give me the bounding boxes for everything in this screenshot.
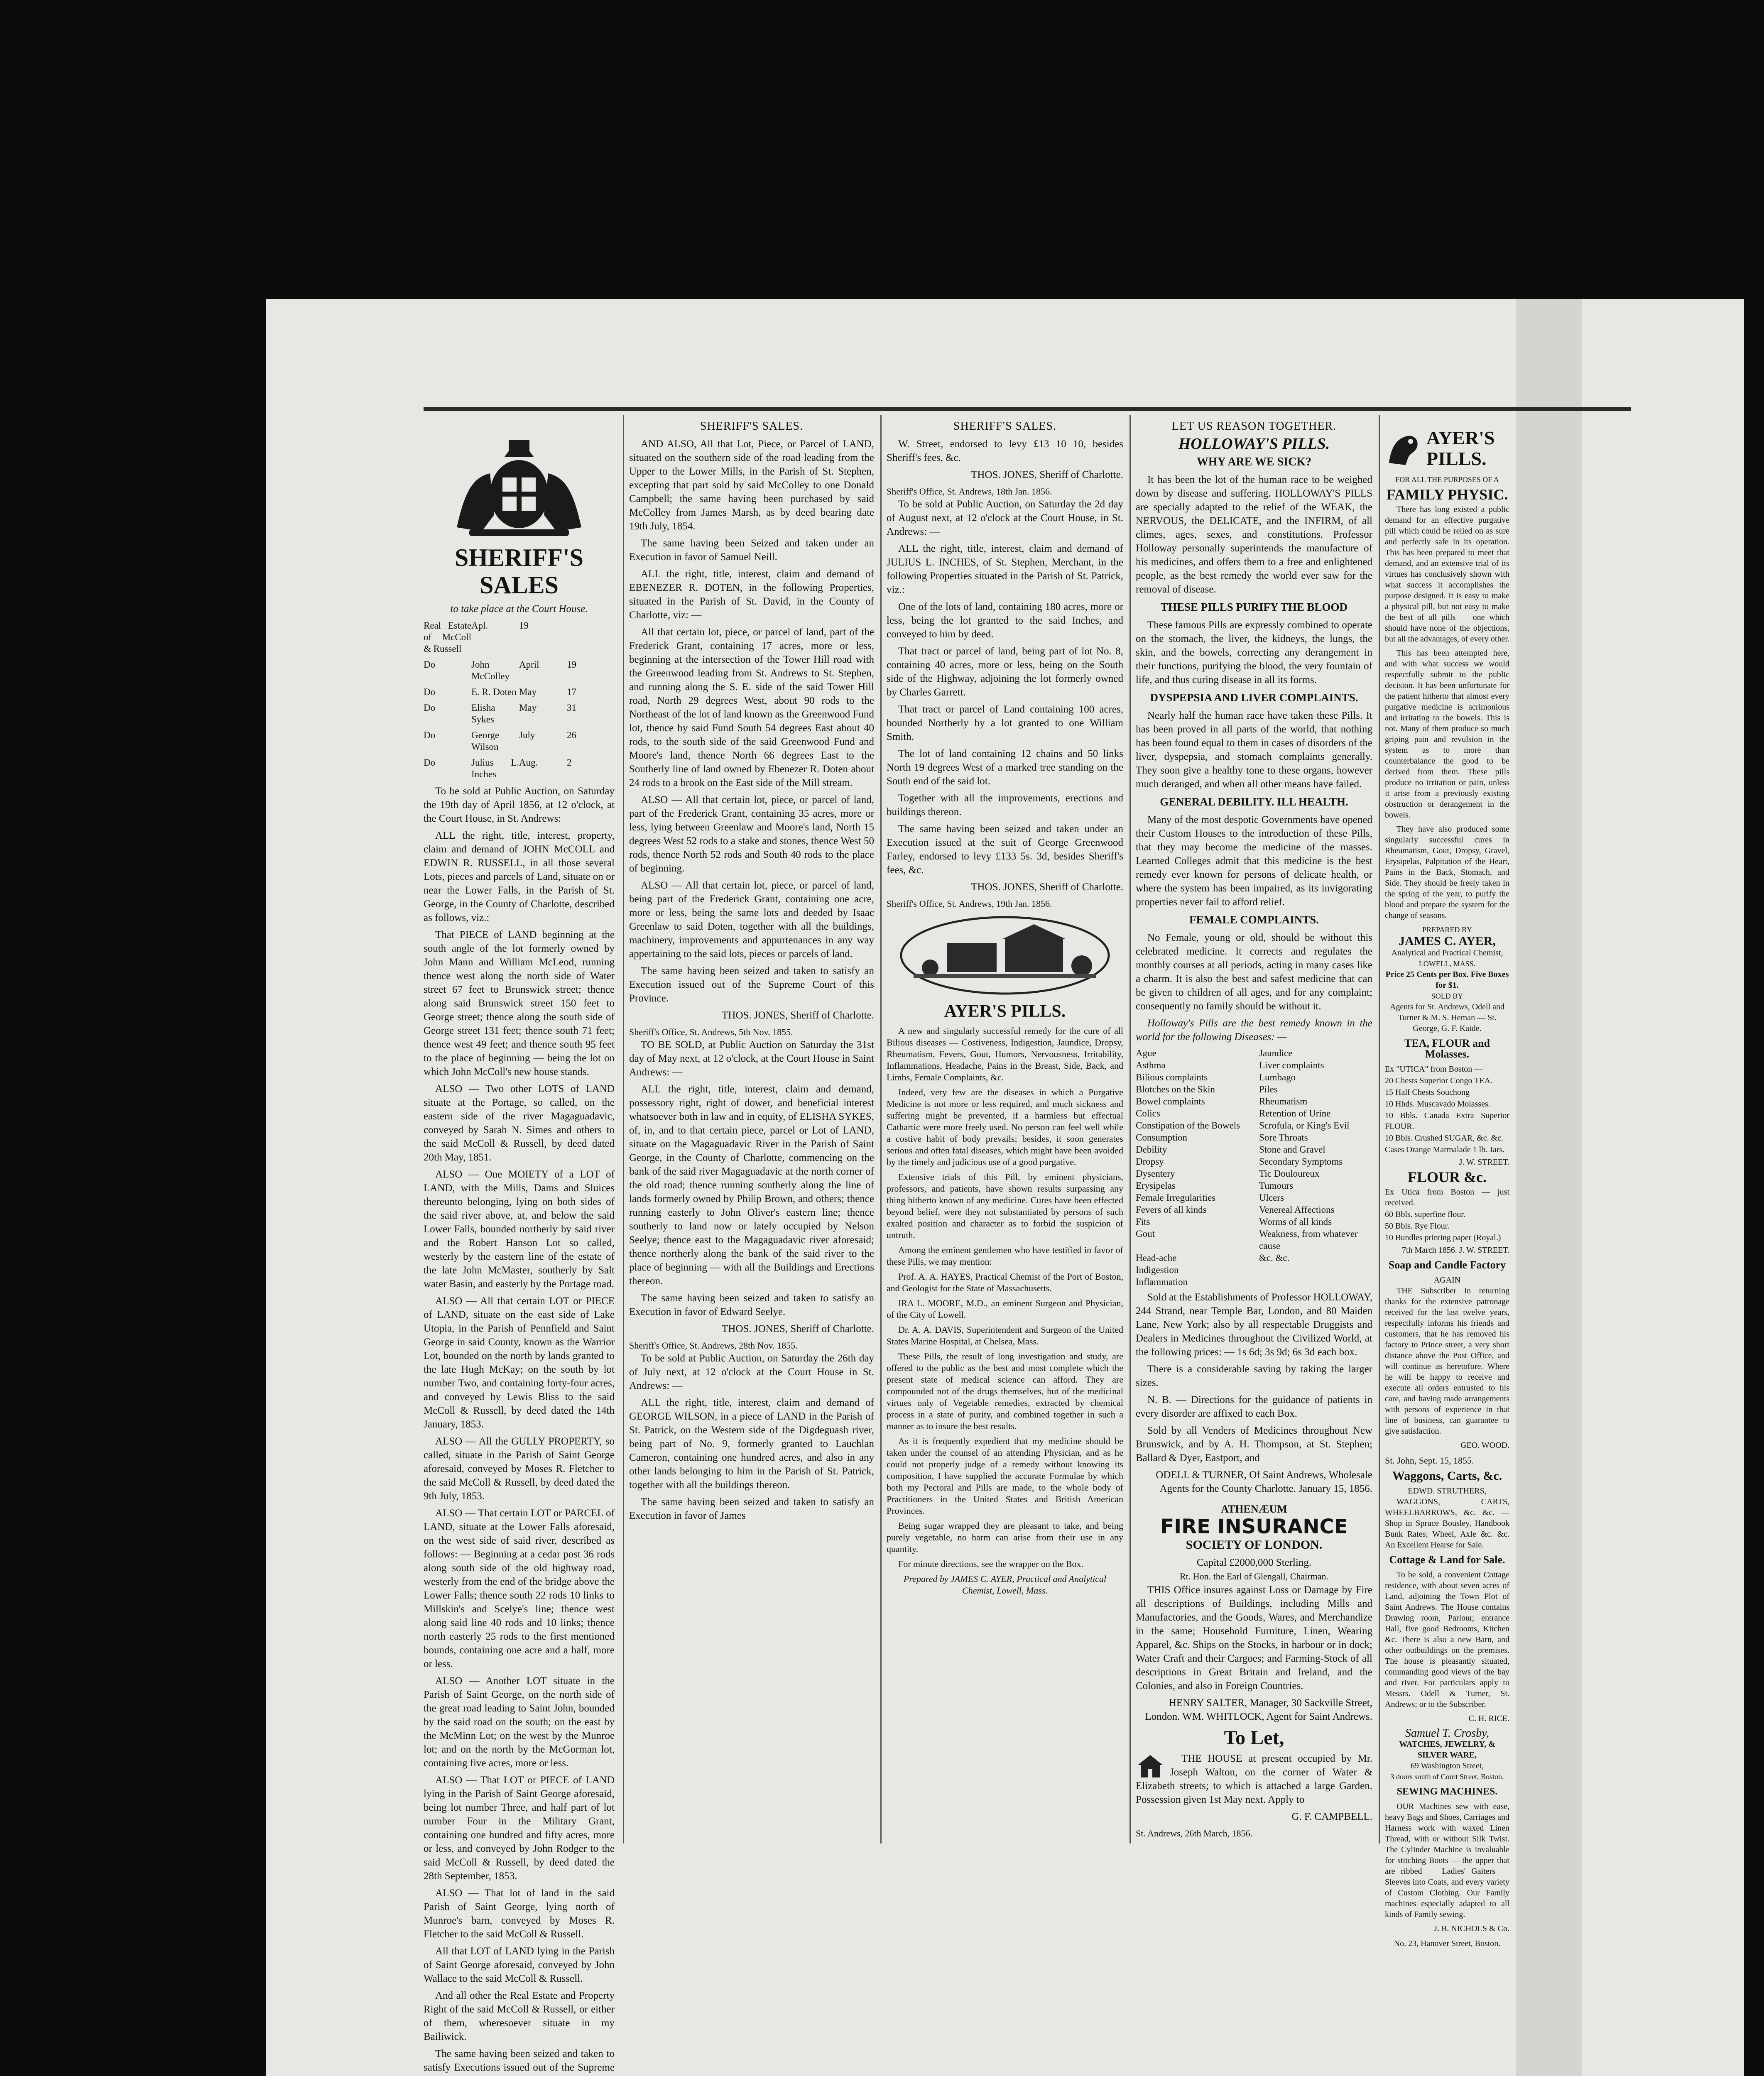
schedule-cell: 2	[567, 757, 572, 768]
disease-item: Weakness, from whatever cause	[1259, 1229, 1358, 1251]
notice-paragraph: The same having been seized and taken to satisfy an Execution in favor of James	[629, 1496, 874, 1521]
notice-paragraph: All that LOT of LAND lying in the Parish of Saint George aforesaid, conveyed by John Wallace to the said McColl & Russell.	[424, 1946, 615, 1984]
sale-notice-street	[887, 437, 1123, 465]
notice-paragraph: ALSO — All the GULLY PROPERTY, so called, situate in the Parish of Saint George aforesaid, conveyed by Moses R. Fletcher to the said McColl & Russell, by deed dated the 9th July, 1853.	[424, 1436, 615, 1502]
prepared-by: PREPARED BY	[1422, 925, 1472, 934]
column-header: LET US REASON TOGETHER.	[1171, 420, 1337, 433]
disease-item	[1259, 1276, 1372, 1288]
schedule-cell: George Wilson	[471, 730, 500, 752]
ayers-copy-3: They have also produced some singularly successful cures in Rheumatism, Gout, Dropsy, Gravel, Erysipelas, Palpitation of the Heart, Pains in the Back, Stomach, and Side. They should be freely taken in the spring of the year, to purify the blood and prepare the system for the change of seasons.	[1385, 825, 1509, 920]
female-complaints-heading: FEMALE COMPLAINTS.	[1189, 913, 1319, 926]
notice-paragraph: The same having been seized and taken to satisfy an Execution issued out of the Supreme Court of this Province.	[629, 965, 874, 1004]
disease-item: Rheumatism	[1259, 1096, 1308, 1107]
notice-paragraph: ALL the right, title, interest, property, claim and demand of JOHN McCOLL and EDWIN R. RUSSELL, in all those several Lots, pieces and parcels of Land, situate on or near the Lower Falls, in the Parish of St. George, in the County of Charlotte, described as follows, viz.:	[424, 830, 615, 923]
disease-item: Fits	[1136, 1217, 1150, 1227]
disease-item: Jaundice	[1259, 1048, 1293, 1058]
disease-item: Fevers of all kinds	[1136, 1204, 1207, 1215]
ayers-paragraph: Dr. A. A. DAVIS, Superintendent and Surgeon of the United States Marine Hospital, at Chelsea, Mass.	[887, 1324, 1123, 1346]
pills-wordmark: PILLS.	[1426, 448, 1487, 469]
diseases-list	[1136, 1047, 1372, 1288]
ayers-wordmark: AYER'S	[1426, 427, 1495, 448]
disease-item	[1259, 1264, 1372, 1276]
why-sick-heading: WHY ARE WE SICK?	[1196, 455, 1312, 468]
disease-item: Blotches on the Skin	[1136, 1084, 1215, 1094]
sold-by: SOLD BY	[1431, 992, 1463, 1000]
disease-item: Worms of all kinds	[1259, 1217, 1332, 1227]
column-rule	[1129, 415, 1131, 1843]
notice-paragraph: ALSO — Another LOT situate in the Parish of Saint George, on the north side of the great road leading to Saint John, bounded by the said road on the south; on the east by the McMinn Lot; on the west by the Munroe lot; and on the north by the McGorman lot, containing five acres, more or less.	[424, 1675, 615, 1769]
schedule-cell: John McColley	[471, 659, 510, 681]
disease-item: Colics	[1136, 1108, 1160, 1119]
column-ayers-and-ads	[1385, 419, 1509, 1948]
tea-list-item: Cases Orange Marmalade 1 lb. Jars.	[1385, 1145, 1505, 1154]
tea-flour-heading: TEA, FLOUR and Molasses.	[1404, 1037, 1490, 1060]
james-c-ayer: JAMES C. AYER,	[1399, 934, 1496, 948]
waggons-copy: WAGGONS, CARTS, WHEELBARROWS, &c. &c. — Shop in Spruce Bousley, Handbook Bunk Rates; Wheel, Axle &c. &c. An Excellent Hearse for Sale.	[1385, 1497, 1509, 1550]
notice-paragraph: W. Street, endorsed to levy £13 10 10, besides Sheriff's fees, &c.	[887, 438, 1123, 463]
column-rule	[623, 415, 624, 1843]
ayers-pills-copy	[887, 1025, 1123, 1570]
notice-date: Sheriff's Office, St. Andrews, 28th Nov. 1855.	[629, 1340, 798, 1351]
schedule-cell: E. R. Doten	[471, 687, 517, 697]
notice-paragraph: ALSO — That LOT or PIECE of LAND lying in the Parish of Saint George aforesaid, being lot number Three, and half part of lot number Four in the Military Grant, containing one hundred and fifty acres, more or less, and conveyed by John Rodger to the said McColl & Russell, by deed dated the 28th September, 1853.	[424, 1775, 615, 1882]
schedule-cell: July	[519, 730, 535, 740]
notice-paragraph: TO BE SOLD, at Public Auction on Saturday the 31st day of May next, at 12 o'clock, at the Court House in Saint Andrews: —	[629, 1039, 874, 1078]
sale-notice-mccoll	[424, 784, 615, 2076]
wood-date: St. John, Sept. 15, 1855.	[1385, 1455, 1474, 1466]
holloway-debility-copy: Many of the most despotic Governments have opened their Custom Houses to the introduction of these Pills, that they may become the medicine of the masses. Learned Colleges admit that this medicine is the best remedy ever known for persons of delicate health, or where the system has been impaired, as its invigorating properties never fail to afford relief.	[1136, 814, 1372, 908]
schedule-row	[424, 620, 615, 655]
sewing-copy: OUR Machines sew with ease, heavy Bags and Shoes, Carriages and Harness work with waxed Linen Thread, with or without Silk Twist. The Cylinder Machine is invaluable for stitching Boots — the upper that are ribbed — Ladies' Gaiters — Sleeves into Coats, and every variety of Custom Clothing. Our Family machines especially adapted to all kinds of Family sewing.	[1385, 1802, 1509, 1919]
notice-paragraph: ALSO — That lot of land in the said Parish of Saint George, lying north of Munroe's barn, conveyed by Moses R. Fletcher to the said McColl & Russell.	[424, 1887, 615, 1940]
ayers-paragraph: For minute directions, see the wrapper on the Box.	[898, 1559, 1084, 1569]
notice-paragraph: And all other the Real Estate and Property Right of the said McColl & Russell, or either of them, wheresoever situate in my Bailiwick.	[424, 1990, 615, 2042]
disease-item: Retention of Urine	[1259, 1108, 1331, 1119]
soap-candle-heading: Soap and Candle Factory	[1388, 1259, 1506, 1271]
column-holloway	[1136, 419, 1372, 1843]
disease-item: Consumption	[1136, 1132, 1187, 1143]
holloways-pills-title: HOLLOWAY'S PILLS.	[1178, 435, 1330, 453]
ayers-paragraph: As it is frequently expedient that my medicine should be taken under the counsel of an attending Physician, and as he could not properly judge of a remedy without knowing its composition, I have supplied the accurate Formulae by which both my Pectoral and Pills are made, to the whole body of Practitioners in the United States and British American Provinces.	[887, 1436, 1123, 1516]
rice-signature: C. H. RICE.	[1468, 1714, 1509, 1723]
society-of-london: SOCIETY OF LONDON.	[1186, 1538, 1323, 1552]
capital-line: Capital £2000,000 Sterling.	[1196, 1557, 1312, 1568]
holloway-intro: It has been the lot of the human race to be weighed down by disease and suffering. HOLLOWAY'S PILLS are specially adapted to the relief of the WEAK, the NERVOUS, the DELICATE, and the INFIRM, of all climes, ages, sexes, and constitutions. Professor Holloway personally superintends the manufacture of his medicines, and offers them to a free and enlightened people, as the best remedy the world ever saw for the removal of disease.	[1136, 474, 1372, 595]
schedule-row	[424, 686, 615, 698]
ayers-copy-2: This has been attempted here, and with what success we would respectfully submit to the public decision. It has been unfortunate for the patient hitherto that almost every purgative medicine is acrimonious and irritating to the bowels. This is not. Many of them produce so much griping pain and revulsion in the system as to more than counterbalance the good to be derived from them. These pills produce no irritation or pain, unless it arise from a previously existing obstruction or derangement in the bowels.	[1385, 649, 1509, 820]
disease-item: Female Irregularities	[1136, 1192, 1216, 1203]
disease-item: Inflammation	[1136, 1277, 1188, 1287]
disease-item: Lumbago	[1259, 1072, 1296, 1082]
sheriffs-sales-title: SHERIFF'S SALES	[454, 544, 584, 599]
column-rule	[880, 415, 882, 1843]
holloway-establishments: Sold at the Establishments of Professor HOLLOWAY, 244 Strand, near Temple Bar, London, and 80 Maiden Lane, New York; also by all respectable Druggists and Dealers in Medicines throughout the Civilized World, at the following prices: — 1s 6d; 3s 9d; 6s 3d each box.	[1136, 1292, 1372, 1358]
soap-candle-copy: THE Subscriber in returning thanks for the extensive patronage received for the last twelve years, respectfully informs his friends and customers, that he has removed his factory to Prince street, a very short distance above the Post Office, and will continue as heretofore. Where he will be happy to receive and execute all orders entrusted to his care, and having made arrangements with persons of experience in that line of business, can guarantee to give satisfaction.	[1385, 1286, 1509, 1436]
adjacent-page-edge	[1516, 299, 1582, 2076]
disease-item: Bilious complaints	[1136, 1072, 1208, 1082]
disease-item: Asthma	[1136, 1060, 1166, 1070]
lion-emblem-icon	[1385, 430, 1422, 467]
odell-turner-agents: ODELL & TURNER, Of Saint Andrews, Wholesale Agents for the County Charlotte. January 15, 1856.	[1156, 1469, 1372, 1494]
notice-paragraph: The same having been seized and taken under an Execution issued at the suit of George Greenwood Farley, endorsed to levy £133 5s. 3d, besides Sheriff's fees, &c.	[887, 823, 1123, 876]
column-rule	[1379, 415, 1380, 1843]
cottage-copy: To be sold, a convenient Cottage residence, with about seven acres of Land, adjoining the Town Plot of Saint Andrews. The House contains Drawing room, Parlour, entrance Hall, five good Bedrooms, Kitchen &c. There is also a new Barn, and other outbuildings on the premises. The house is pleasantly situated, commanding good views of the bay and river. For particulars apply to Messrs. Odell & Turner, St. Andrews; or to the Subscriber.	[1385, 1570, 1509, 1709]
price-line: Price 25 Cents per Box. Five Boxes for $1.	[1385, 970, 1509, 990]
sale-notice-wilson	[629, 1351, 874, 1523]
to-let-title: To Let,	[1224, 1727, 1284, 1749]
holloway-dyspepsia-copy: Nearly half the human race have taken these Pills. It has been proved in all parts of the world, that nothing has been found equal to them in cases of disorders of the liver, dyspepsia, and stomach complaints generally. They soon give a healthy tone to these organs, however much deranged, and when all other means have failed.	[1136, 710, 1372, 790]
ayers-paragraph: Among the eminent gentlemen who have testified in favor of these Pills, we may mention:	[887, 1245, 1123, 1267]
fire-insurance-title: FIRE INSURANCE	[1160, 1515, 1348, 1538]
schedule-cell: Real Estate of McColl & Russell	[424, 620, 471, 654]
sheriffs-sales-subtitle: to take place at the Court House.	[450, 603, 588, 614]
ayers-pills-title: AYER'S PILLS.	[944, 1002, 1066, 1021]
schedule-cell: April	[519, 659, 539, 670]
flour-list-item: 60 Bbls. superfine flour.	[1385, 1210, 1465, 1219]
schedule-cell: Apl.	[471, 620, 488, 631]
notice-paragraph: ALL the right, title, interest, claim and demand, possessory right, right of dower, and beneficial interest whatsoever both in law and in equity, of ELISHA SYKES, of, in, and to that certain piece, parcel or Lot of LAND, situate on the Magaguadavic River in the Parish of Saint George, in the County of Charlotte, commencing on the bank of the said river Magaguadavic at the north corner of the old road; thence running southerly along the line of lands formerly owned by Philip Brown, and others; thence running easterly to John Oliver's eastern line; thence southerly to land now or lately occupied by Nelson Seelye; thence east to the Magaguadavic river aforesaid; thence northerly along the bank of the said river to the place of beginning — with all the Buildings and Erections thereon.	[629, 1084, 874, 1287]
holloway-female-copy: No Female, young or old, should be without this celebrated medicine. It corrects and regulates the monthly courses at all periods, acting in many cases like a charm. It is also the best and safest medicine that can be given to children of all ages, and for any complaint; consequently no family should be without it.	[1136, 932, 1372, 1012]
disease-item: Bowel complaints	[1136, 1096, 1205, 1107]
sheriff-signature: THOS. JONES, Sheriff of Charlotte.	[722, 1323, 874, 1334]
ayers-paragraph: These Pills, the result of long investigation and study, are offered to the public as the best and most complete which the present state of medical science can afford. They are compounded not of the drugs themselves, but of the medicinal virtues only of Vegetable remedies, extracted by chemical process in a state of purity, and combined together in such a manner as to insure the best results.	[887, 1351, 1123, 1431]
disease-item: Debility	[1136, 1144, 1167, 1155]
schedule-cell: 19	[519, 620, 529, 631]
holloway-venders: Sold by all Venders of Medicines throughout New Brunswick, and by A. H. Thompson, at St. Stephen; Ballard & Dyer, Eastport, and	[1136, 1425, 1372, 1464]
ayers-paragraph: Prof. A. A. HAYES, Practical Chemist of the Port of Boston, and Geologist for the State of Massachusetts.	[887, 1271, 1123, 1293]
watches-line: WATCHES, JEWELRY, & SILVER WARE,	[1399, 1740, 1495, 1760]
flour-signature: 7th March 1856. J. W. STREET.	[1401, 1246, 1509, 1255]
tea-list-item: 15 Half Chests Souchong	[1385, 1088, 1470, 1097]
ayers-laboratory-illustration-icon	[897, 914, 1113, 997]
tea-list-item: 10 Hhds. Muscavado Molasses.	[1385, 1099, 1490, 1109]
campbell-signature: G. F. CAMPBELL.	[1291, 1811, 1372, 1822]
flour-list-item: 10 Bundles printing paper (Royal.)	[1385, 1233, 1501, 1242]
sheriff-signature: THOS. JONES, Sheriff of Charlotte.	[971, 881, 1123, 893]
schedule-cell: 26	[567, 730, 576, 740]
column-header: SHERIFF'S SALES.	[953, 420, 1057, 433]
notice-paragraph: ALSO — One MOIETY of a LOT of LAND, with the Mills, Dams and Sluices thereunto belonging, lying on both sides of the said river above, at, and below the said Lower Falls, bounded northerly by said river and the Robert Hanson Lot so called, westerly by the eastern line of the estate of the late John McMaster, southerly by Salt water Basin, and easterly by the Portage road.	[424, 1169, 615, 1290]
waggons-heading: Waggons, Carts, &c.	[1392, 1469, 1502, 1483]
notice-paragraph: ALSO — That certain LOT or PARCEL of LAND, situate at the Lower Falls aforesaid, on the west side of said river, described as follows: — Beginning at a cedar post 36 rods along south side of the old highway road, westerly from the end of the bridge above the Lower Falls; thence south 22 rods 10 links to Millskin's and Scelye's line; thence west along said line 40 rods and 10 links; thence north easterly 25 rods to the first mentioned bounds, containing one acre and a half, more or less.	[424, 1508, 615, 1670]
disease-item: Sore Throats	[1259, 1132, 1308, 1143]
notice-paragraph: The same having been Seized and taken under an Execution in favor of Samuel Neill.	[629, 538, 874, 563]
disease-item: Dropsy	[1136, 1156, 1164, 1167]
column-sheriffs-sales-3	[887, 419, 1123, 1843]
disease-item: Piles	[1259, 1084, 1278, 1094]
schedule-cell: Aug.	[519, 757, 538, 768]
disease-item: Constipation of the Bowels	[1136, 1120, 1240, 1131]
disease-item: Gout	[1136, 1229, 1155, 1239]
disease-item: Stone and Gravel	[1259, 1144, 1325, 1155]
notice-paragraph: ALSO — Two other LOTS of LAND situate at the Portage, so called, on the eastern side of the river Magaguadavic, conveyed by Sarah N. Simes and others to the said McColl & Russell, by deed dated 20th May, 1851.	[424, 1083, 615, 1163]
schedule-cell: May	[519, 703, 537, 713]
notice-paragraph: To be sold at Public Auction, on Saturday the 26th day of July next, at 12 o'clock at the Court House in St. Andrews: —	[629, 1353, 874, 1391]
nichols-signature: J. B. NICHOLS & Co.	[1434, 1924, 1509, 1933]
to-let-copy: THE HOUSE at present occupied by Mr. Joseph Walton, on the corner of Water & Elizabeth streets; to which is attached a large Garden. Possession given 1st May next. Apply to	[1136, 1753, 1372, 1805]
notice-paragraph: ALL the right, title, interest, claim and demand of GEORGE WILSON, in a piece of LAND in the Parish of St. Patrick, on the Western side of the Digdeguash river, being part of No. 9, formerly granted to Lauchlan Cameron, containing one hundred acres, and also in any other lands belonging to him in the Parish of St. Patrick, together with all the buildings thereon.	[629, 1397, 874, 1491]
disease-item: Tic Douloureux	[1259, 1168, 1320, 1179]
notice-paragraph: AND ALSO, All that Lot, Piece, or Parcel of LAND, situated on the southern side of the road leading from the Upper to the Lower Mills, in the Parish of St. Stephen, excepting that part sold by said McColley to one Donald Campbell; the same having been purchased by said McColley from James Marsh, as by deed bearing date 19th July, 1854.	[629, 438, 874, 532]
court-street: 3 doors south of Court Street, Boston.	[1390, 1772, 1504, 1781]
flour-list-item: 50 Bbls. Rye Flour.	[1385, 1222, 1450, 1231]
notice-paragraph: ALL the right, title, interest, claim and demand of JULIUS L. INCHES, of St. Stephen, Merchant, in the following Properties situated in the Parish of St. Patrick, viz.:	[887, 543, 1123, 595]
disease-item: Tumours	[1259, 1180, 1294, 1191]
notice-paragraph: ALSO — All that certain LOT or PIECE of LAND, situate on the east side of Lake Utopia, in the Parish of Pennfield and Saint George in said County, known as the Warrior Lot, bounded on the north by lands granted to the late Hugh McKay; on the south by lot number Two, and containing forty-four acres, and conveyed by Lewis Bliss to the said McColl & Russell, by deed dated the 14th January, 1853.	[424, 1295, 615, 1430]
sale-notice-sykes	[629, 1038, 874, 1319]
notice-paragraph: To be sold at Public Auction, on Saturday the 2d day of August next, at 12 o'clock at the Court House, in St. Andrews: —	[887, 499, 1123, 537]
flour-heading: FLOUR &c.	[1408, 1169, 1487, 1185]
schedule-cell: 17	[567, 687, 576, 697]
royal-coat-of-arms-icon	[432, 432, 606, 540]
lowell-line: LOWELL, MASS.	[1419, 960, 1476, 968]
washington-street: 69 Washington Street,	[1410, 1761, 1484, 1770]
wood-signature: GEO. WOOD.	[1460, 1441, 1509, 1450]
schedule-cell: 19	[567, 659, 576, 670]
ayers-paragraph: Indeed, very few are the diseases in which a Purgative Medicine is not more or less required, and much sickness and suffering might be prevented, if a harmless but effectual Cathartic were more freely used. No person can feel well while a costive habit of body prevails; besides, it soon generates serious and often fatal diseases, which might have been avoided by the timely and judicious use of a good purgative.	[887, 1087, 1123, 1167]
family-physic-lead: FOR ALL THE PURPOSES OF A	[1395, 475, 1499, 484]
disease-item: Indigestion	[1136, 1265, 1179, 1275]
holloway-saving-note: There is a considerable saving by taking the larger sizes.	[1136, 1364, 1372, 1388]
flour-list	[1385, 1187, 1509, 1243]
schedule-cell: Do	[424, 730, 436, 740]
schedule-row	[424, 659, 615, 682]
schedule-cell: May	[519, 687, 537, 697]
tea-flour-list	[1385, 1064, 1509, 1155]
struthers-name: EDWD. STRUTHERS,	[1408, 1486, 1487, 1496]
notice-paragraph: ALSO — All that certain lot, piece, or parcel of land, being part of the Frederick Grant, containing one acre, more or less, being the same lots and deeded by Isaac Greenlaw to said Doten, together with all the buildings, machinery, improvements and appurtenances in any way appertaining to the said lots, pieces or parcels of land.	[629, 880, 874, 960]
tea-list-item: Ex "UTICA" from Boston —	[1385, 1065, 1483, 1074]
ayers-pills-footer: Prepared by JAMES C. AYER, Practical and Analytical Chemist, Lowell, Mass.	[903, 1574, 1107, 1596]
chemist-line: Analytical and Practical Chemist,	[1391, 948, 1503, 957]
notice-paragraph: ALSO — All that certain lot, piece, or parcel of land, part of the Frederick Grant, containing 35 acres, more or less, lying between Greenlaw and Moore's land, North 15 degrees West 52 rods to a stake and stones, thence West 50 rods, thence North 52 rods and South 40 rods to the place of beginning.	[629, 794, 874, 874]
debility-heading: GENERAL DEBILITY. ILL HEALTH.	[1160, 796, 1348, 808]
again-label: AGAIN	[1433, 1275, 1461, 1285]
tea-list-item: 10 Bbls. Crushed SUGAR, &c. &c.	[1385, 1133, 1503, 1143]
dyspepsia-heading: DYSPEPSIA AND LIVER COMPLAINTS.	[1150, 691, 1358, 704]
disease-item: Head-ache	[1136, 1253, 1177, 1263]
athenaeum-heading: ATHENÆUM	[1221, 1503, 1287, 1515]
notice-paragraph: ALL the right, title, interest, claim and demand of EBENEZER R. DOTEN, in the following Properties, situated in the Parish of St. David, in the County of Charlotte, viz: —	[629, 568, 874, 621]
sale-notice-doten	[629, 437, 874, 1005]
family-physic-title: FAMILY PHYSIC.	[1386, 486, 1508, 503]
schedule-row	[424, 702, 615, 725]
schedule-cell: Do	[424, 659, 436, 670]
sheriff-signature: THOS. JONES, Sheriff of Charlotte.	[722, 1010, 874, 1021]
schedule-cell: 31	[567, 703, 576, 713]
notice-paragraph: All that certain lot, piece, or parcel of land, part of the Frederick Grant, containing 17 acres, more or less, beginning at the intersection of the Tower Hill road with the Greenwood leading from St. Andrews to St. Stephen, and running along the S. E. side of the said Tower Hill road, North 29 degrees West, about 90 rods to the Northeast of the lot of land known as the Greenwood Fund lot, thence by said Fund South 54 degrees East about 40 rods, to the south side of the said Greenwood Fund and Moore's land, thence North 66 degrees East to the Southerly line of land owned by Ebenezer R. Doten about 24 rods to a brook on the East side of the Mill stream.	[629, 627, 874, 788]
ayers-paragraph: Being sugar wrapped they are pleasant to take, and being purely vegetable, no harm can arise from their use in any quantity.	[887, 1520, 1123, 1554]
top-rule	[424, 407, 1631, 411]
disease-item: Erysipelas	[1136, 1180, 1176, 1191]
notice-date: Sheriff's Office, St. Andrews, 19th Jan. 1856.	[887, 898, 1052, 909]
column-sheriffs-sales-1	[424, 419, 615, 2073]
notice-date: Sheriff's Office, St. Andrews, 18th Jan. 1856.	[887, 486, 1052, 497]
disease-item: Dysentery	[1136, 1168, 1175, 1179]
schedule-cell: Julius L. Inches	[471, 757, 519, 779]
sheriff-signature: THOS. JONES, Sheriff of Charlotte.	[971, 469, 1123, 480]
ayers-paragraph: Extensive trials of this Pill, by eminent physicians, professors, and patients, have shown results surpassing any thing hitherto known of any medicine. Cures have been effected beyond belief, were they not substantiated by persons of such exalted position and character as to forbid the suspicion of untruth.	[887, 1172, 1123, 1240]
notice-paragraph: That tract or parcel of Land containing 100 acres, bounded Northerly by a lot granted to one William Smith.	[887, 704, 1123, 742]
notice-paragraph: The same having been seized and taken to satisfy an Execution in favor of Edward Seelye.	[629, 1293, 874, 1317]
crosby-name: Samuel T. Crosby,	[1405, 1727, 1490, 1740]
disease-item: Liver complaints	[1259, 1060, 1324, 1070]
ayers-copy-1: There has long existed a public demand for an effective purgative pill which could be relied on as sure and perfectly safe in its operation. This has been prepared to meet that demand, and an extensive trial of its virtues has conclusively shown with what success it accomplishes the purpose designed. It is easy to make a physical pill, but not easy to make the best of all pills — one which should have none of the objections, but all the advantages, of every other.	[1385, 505, 1509, 644]
schedule-row	[424, 757, 615, 780]
schedule-cell: Do	[424, 703, 436, 713]
notice-paragraph: The lot of land containing 12 chains and 50 links North 19 degrees West of a marked tree standing on the South end of the said lot.	[887, 748, 1123, 787]
sewing-heading: SEWING MACHINES.	[1396, 1786, 1498, 1797]
disease-item: Secondary Symptoms	[1259, 1156, 1343, 1167]
ayers-paragraph: IRA L. MOORE, M.D., an eminent Surgeon and Physician, of the City of Lowell.	[887, 1298, 1123, 1320]
house-icon	[1136, 1753, 1165, 1778]
disease-item: Scrofula, or King's Evil	[1259, 1120, 1350, 1131]
holloway-purify-copy: These famous Pills are expressly combined to operate on the stomach, the liver, the kidneys, the lungs, the skin, and the bowels, correcting any derangement in their functions, purifying the blood, the very fountain of life, and thus curing disease in all its forms.	[1136, 619, 1372, 685]
column-sheriffs-sales-2	[629, 419, 874, 1843]
ayers-paragraph: A new and singularly successful remedy for the cure of all Bilious diseases — Costiveness, Indigestion, Jaundice, Dropsy, Rheumatism, Fevers, Gout, Humors, Nervousness, Irritability, Inflammations, Headache, Pains in the Breast, Side, Back, and Limbs, Female Complaints, &c.	[887, 1026, 1123, 1082]
notice-paragraph: The same having been seized and taken to satisfy Executions issued out of the Supreme	[424, 2048, 615, 2073]
fire-insurance-copy: THIS Office insures against Loss or Damage by Fire all descriptions of Buildings, including Mills and Manufactories, and the Goods, Wares, and Merchandize in the same; Household Furniture, Linen, Wearing Apparel, &c. Ships on the Stocks, in harbour or in dock; Water Craft and their Cargoes; and Farming-Stock of all descriptions in Great Britain and Ireland, and the Colonies, and also in Foreign Countries.	[1136, 1584, 1372, 1692]
schedule-cell: Do	[424, 687, 436, 697]
column-header: SHERIFF'S SALES.	[700, 420, 804, 433]
salter-manager: HENRY SALTER, Manager, 30 Sackville Street, London. WM. WHITLOCK, Agent for Saint Andrews.	[1145, 1697, 1372, 1722]
notice-paragraph: One of the lots of land, containing 180 acres, more or less, being the lot granted to the said Inches, and conveyed to him by deed.	[887, 601, 1123, 640]
tea-list-item: 10 Bbls. Canada Extra Superior FLOUR.	[1385, 1111, 1509, 1131]
street-signature: J. W. STREET.	[1459, 1158, 1509, 1167]
holloway-directions: N. B. — Directions for the guidance of patients in every disorder are affixed to each Box.	[1136, 1394, 1372, 1419]
schedule-row	[424, 730, 615, 753]
notice-paragraph: That PIECE of LAND beginning at the south angle of the lot formerly owned by John Mann and William McLeod, running thence west along the north side of Water street 67 feet to Brunswick street; thence along said Brunswick street 150 feet to George street; thence along the south side of George street 131 feet; thence south 71 feet; thence west 49 feet; and thence south 95 feet to the place of beginning — being the lot on which John McColl's new house stands.	[424, 929, 615, 1077]
purify-heading: THESE PILLS PURIFY THE BLOOD	[1160, 601, 1348, 613]
holloway-diseases-intro: Holloway's Pills are the best remedy known in the world for the following Diseases: —	[1136, 1018, 1372, 1043]
sale-schedule	[424, 620, 615, 780]
disease-item: &c. &c.	[1259, 1253, 1290, 1263]
notice-paragraph: To be sold at Public Auction, on Saturday the 19th day of April 1856, at 12 o'clock, at the Court House, in St. Andrews:	[424, 786, 615, 824]
ayers-agents: Agents for St. Andrews, Odell and Turner & M. S. Heman — St. George, G. F. Kaide.	[1389, 1002, 1505, 1033]
sale-notice-inches	[887, 497, 1123, 877]
notice-date: Sheriff's Office, St. Andrews, 5th Nov. 1855.	[629, 1027, 793, 1037]
flour-list-item: Ex Utica from Boston — just received.	[1385, 1187, 1509, 1207]
tea-list-item: 20 Chests Superior Congo TEA.	[1385, 1076, 1493, 1085]
hanover-street: No. 23, Hanover Street, Boston.	[1394, 1939, 1501, 1948]
chairman-line: Rt. Hon. the Earl of Glengall, Chairman.	[1179, 1571, 1329, 1581]
schedule-cell: Do	[424, 757, 436, 768]
disease-item: Ulcers	[1259, 1192, 1284, 1203]
notice-paragraph: Together with all the improvements, erections and buildings thereon.	[887, 793, 1123, 818]
disease-item: Ague	[1136, 1048, 1156, 1058]
to-let-date: St. Andrews, 26th March, 1856.	[1136, 1828, 1253, 1839]
schedule-cell: Elisha Sykes	[471, 703, 495, 725]
notice-paragraph: That tract or parcel of land, being part of lot No. 8, containing 40 acres, more or less, being on the South side of the Highway, adjoining the lot formerly owned by Charles Garrett.	[887, 646, 1123, 698]
cottage-heading: Cottage & Land for Sale.	[1389, 1554, 1505, 1566]
disease-item: Venereal Affections	[1259, 1204, 1335, 1215]
